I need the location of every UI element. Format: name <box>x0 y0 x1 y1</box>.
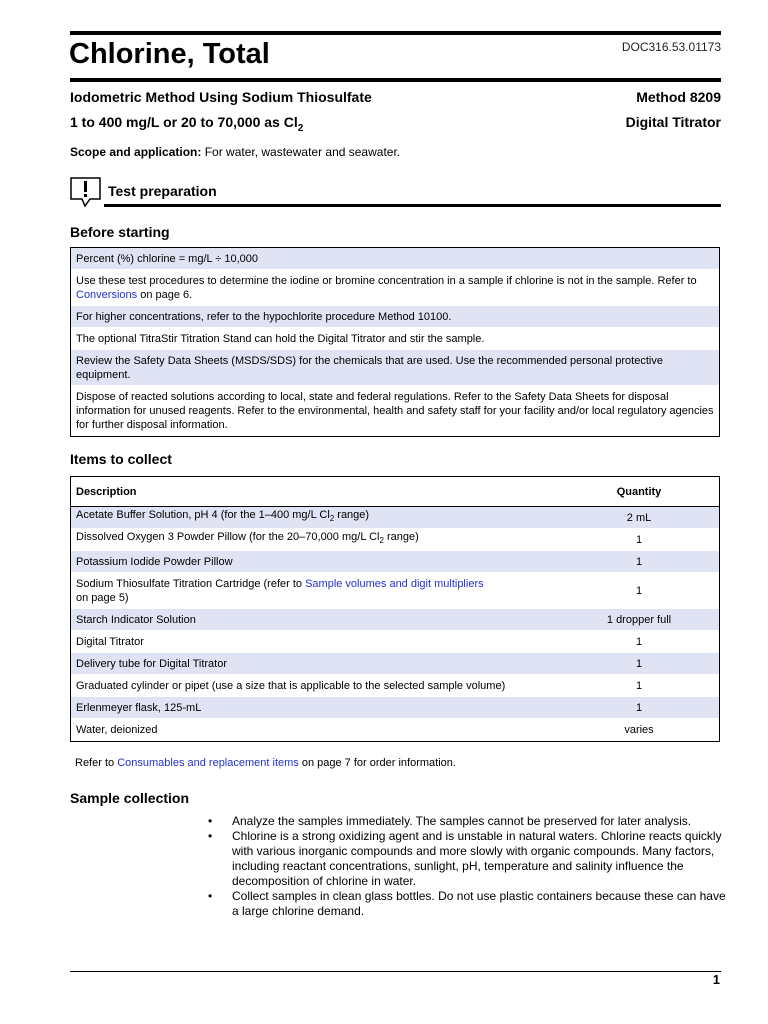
list-item: • Analyze the samples immediately. The samples cannot be preserved for later analysis. <box>208 814 728 829</box>
scope-statement: Scope and application: For water, wastewater and seawater. <box>70 145 401 159</box>
column-header-quantity: Quantity <box>616 485 662 498</box>
table-row: Delivery tube for Digital Titrator 1 <box>71 653 719 675</box>
title-rule <box>70 78 721 82</box>
table-row: Starch Indicator Solution 1 dropper full <box>71 609 719 631</box>
table-row: Percent (%) chlorine = mg/L ÷ 10,000 <box>71 248 719 270</box>
consumables-link[interactable]: Consumables and replacement items <box>117 757 299 769</box>
doc-number: DOC316.53.01173 <box>621 40 721 54</box>
range-text: 1 to 400 mg/L or 20 to 70,000 as $Cl_2$ <box>70 114 304 134</box>
before-starting-heading: Before starting <box>70 224 170 240</box>
caution-note-icon <box>70 177 102 212</box>
order-info-note: Refer to Consumables and replacement items on page 7 for order information. <box>75 757 456 769</box>
table-row: Graduated cylinder or pipet (use a size that is applicable to the selected sample volume) 1 <box>71 675 719 697</box>
items-to-collect-heading: Items to collect <box>70 451 172 467</box>
before-starting-table <box>70 247 720 437</box>
method-name: Iodometric Method Using Sodium Thiosulfate <box>70 89 372 105</box>
method-number: Method 8209 <box>636 89 721 105</box>
column-header-description: Description <box>76 485 137 498</box>
table-header-row <box>71 477 719 507</box>
table-row: The optional TitraStir Titration Stand can hold the Digital Titrator and stir the sample. <box>71 328 719 350</box>
conversions-link[interactable]: Conversions <box>76 288 138 301</box>
table-row: Water, deionized varies <box>71 719 719 741</box>
table-row: Use these test procedures to determine the iodine or bromine concentration in a sample if chlorine is not in the sample. Refer to Conversions on page 6. <box>71 270 719 306</box>
page-title: Chlorine, Total <box>69 38 270 70</box>
sample-volumes-link[interactable]: Sample volumes and digit multipliers <box>305 577 484 590</box>
section-rule <box>104 204 721 207</box>
list-item: • Collect samples in clean glass bottles. Do not use plastic containers because these can have a large chlorine demand. <box>208 889 728 919</box>
page-number: 1 <box>712 972 720 987</box>
table-row: Acetate Buffer Solution, pH 4 (for the 1–400 mg/L $Cl_2$ range) 2 mL <box>71 507 719 529</box>
list-item: • Chlorine is a strong oxidizing agent and is unstable in natural waters. Chlorine reacts quickly with various inorganic compounds and more slowly with organic compounds. Many factors, including reactant concentrations, sunlight, pH, temperature and salinity influence the decomposition of chlorine in water. <box>208 829 728 889</box>
table-row: Erlenmeyer flask, 125-mL 1 <box>71 697 719 719</box>
instrument-name: Digital Titrator <box>625 114 721 130</box>
table-row: Potassium Iodide Powder Pillow 1 <box>71 551 719 573</box>
table-row: Dissolved Oxygen 3 Powder Pillow (for the 20–70,000 mg/L $Cl_2$ range) 1 <box>71 529 719 551</box>
table-row: For higher concentrations, refer to the hypochlorite procedure Method 10100. <box>71 306 719 328</box>
table-row: Digital Titrator 1 <box>71 631 719 653</box>
table-row: Review the Safety Data Sheets (MSDS/SDS) for the chemicals that are used. Use the recommended personal protective equipment. <box>71 350 719 386</box>
top-rule <box>70 31 721 35</box>
table-row: Dispose of reacted solutions according to local, state and federal regulations. Refer to the Safety Data Sheets for disposal information for unused reagents. Refer to the environmental, health and safety staff for your facility and/or local regulatory agencies for further disposal information. <box>71 386 719 436</box>
sample-collection-list <box>208 814 728 919</box>
items-table <box>70 476 720 742</box>
footer-rule <box>70 971 721 972</box>
test-preparation-heading: Test preparation <box>108 183 217 199</box>
sample-collection-heading: Sample collection <box>70 790 190 806</box>
table-row: Sodium Thiosulfate Titration Cartridge (refer to Sample volumes and digit multipliers on page 5) 1 <box>71 573 719 609</box>
